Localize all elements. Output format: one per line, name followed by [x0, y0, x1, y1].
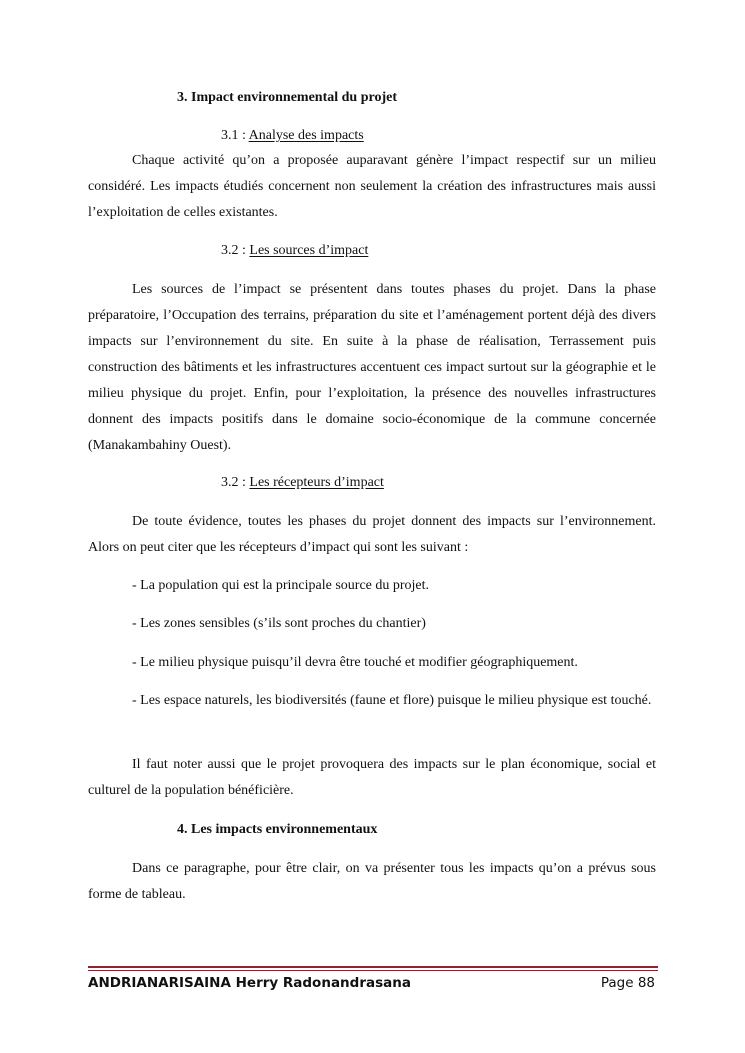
list-item: - Le milieu physique puisqu’il devra être touché et modifier géographiquement. [132, 655, 578, 670]
paragraph-recepteurs: De toute évidence, toutes les phases du projet donnent des impacts sur l’environnement. Alors on peut citer que les récepteurs d’impact qui sont les suivant : [88, 514, 656, 555]
subsection-3-2-title: Les sources d’impact [249, 243, 369, 258]
footer-rule [88, 966, 658, 968]
page-number: Page 88 [600, 975, 655, 991]
footer-rule-thin [88, 970, 658, 971]
subsection-3-3-title: Les récepteurs d’impact [249, 475, 384, 490]
list-item: - La population qui est la principale source du projet. [132, 578, 430, 593]
paragraph-sources: Les sources de l’impact se présentent dans toutes phases du projet. Dans la phase préparatoire, l’Occupation des terrains, préparation du site et l’aménagement portent déjà des divers impacts sur l’environnement du site. En suite à la phase de réalisation, Terrassement puis construction des bâtiments et les infrastructures accentuent ces impact surtout sur la géographie et le milieu physique du projet. Enfin, pour l’exploitation, la présence des nouvelles infrastructures donnent des impacts positifs dans le domaine socio-économique de la commune concernée (Manakambahiny Ouest). [88, 282, 656, 453]
paragraph-tableau: Dans ce paragraphe, pour être clair, on va présenter tous les impacts qu’on a prévus sous forme de tableau. [88, 861, 656, 902]
subsection-3-1-number: 3.1 : [221, 128, 249, 143]
subsection-3-3-number: 3.2 : [221, 475, 250, 490]
paragraph-analyse: Chaque activité qu’on a proposée auparavant génère l’impact respectif sur un milieu considéré. Les impacts étudiés concernent non seulement la création des infrastructures mais aussi l’exploitation de celles existantes. [88, 153, 656, 220]
subsection-3-3-heading [221, 470, 384, 496]
subsection-3-2-heading [221, 238, 368, 264]
subsection-3-1-heading [221, 123, 364, 149]
subsection-3-2-number: 3.2 : [221, 243, 250, 258]
section-4-heading: 4. Les impacts environnementaux [177, 822, 378, 837]
paragraph-note: Il faut noter aussi que le projet provoquera des impacts sur le plan économique, social et culturel de la population bénéficière. [88, 757, 656, 798]
list-item: - Les zones sensibles (s’ils sont proches du chantier) [132, 616, 426, 631]
list-item: - Les espace naturels, les biodiversités (faune et flore) puisque le milieu physique est touché. [132, 693, 652, 708]
footer-author: ANDRIANARISAINA Herry Radonandrasana [88, 975, 411, 991]
subsection-3-1-title: Analyse des impacts [248, 128, 364, 143]
section-3-heading: 3. Impact environnemental du projet [177, 90, 397, 105]
